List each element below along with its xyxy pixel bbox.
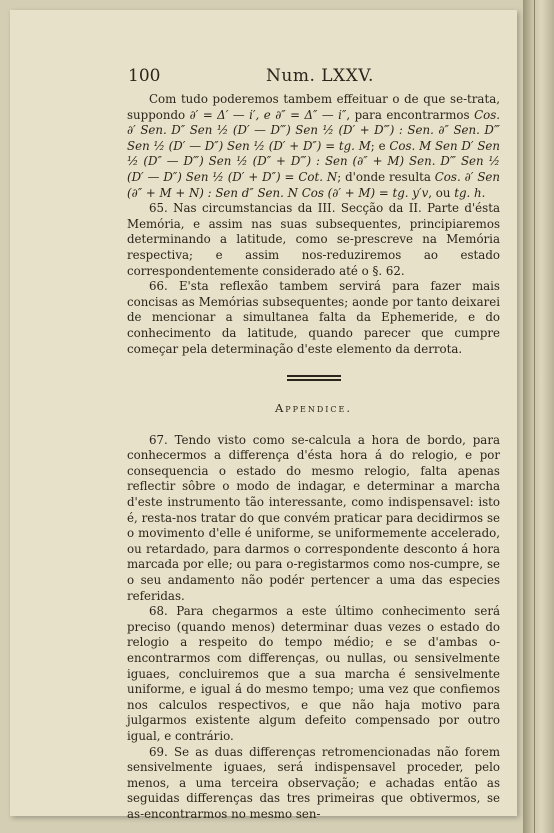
page-body (127, 92, 500, 823)
text-run: Com tudo poderemos tambem effeituar o de que se-trata, suppondo (127, 92, 500, 122)
paragraph-68: 68. Para chegarmos a este último conhecimento será preciso (quando menos) determinar duas vezes o estado do relogio a respeito do tempo médio; e se d'ambas o-encontrarmos com differenças, ou nullas, ou sensivelmente iguaes, concluiremos que a sua marcha é sensivelmente uniforme, e igual á do mesmo tempo; uma vez que confiemos nos calculos respectivos, e que não haja motivo para julgarmos existente algum defeito compensado por outro igual, e contrário. (127, 604, 500, 743)
page-header (128, 66, 498, 88)
paragraph-66: 66. E'sta reflexão tambem servirá para fazer mais concisas as Memórias subsequentes; aonde por tanto deixarei de mencionar a simultanea falta da Ephemeride, e do conhecimento da latitude, quando parecer que cumpre começar pela determinação d'este elemento da derrota. (127, 279, 500, 356)
page-number: 100 (128, 66, 161, 86)
paragraph-69: 69. Se as duas differenças retromencionadas não forem sensivelmente iguaes, será indispensavel proceder, pelo menos, a uma terceira observação; e achadas então as seguidas differenças das tres primeiras que obtivermos, se as-encontrarmos no mesmo sen- (127, 744, 500, 821)
formula: Cos. M Sen D′ Sen ½ (D″ — D‴) Sen ½ (D″ + D‴) : Sen (∂″ + M) Sen. D‴ Sen ½ (D′ — D″) Sen ½ (D′ + D″) = Cot. N (127, 138, 500, 184)
spacer (127, 425, 500, 433)
text-run: ; e (370, 138, 390, 153)
formula: Cos. ∂′ Sen (∂″ + M + N) : Sen d″ Sen. N Cos (∂′ + M) = tg. y′v (127, 169, 500, 200)
formula: tg. h. (454, 185, 486, 200)
section-divider (287, 375, 341, 381)
appendix-heading: Appendice. (274, 401, 353, 416)
text-run: ; d'onde resulta (337, 169, 435, 184)
running-title: Num. LXXV. (266, 66, 374, 86)
formula: ∂′ = Δ′ — i′, e ∂″ = Δ″ — i″ (189, 107, 347, 122)
paragraph-65: 65. Nas circumstancias da III. Secção da II. Parte d'ésta Memória, e assim nas suas subsequentes, principiaremos determinando a latitude, como se-prescreve na Memória respectiva; e assim nos-reduziremos ao estado correspondentemente considerado até o §. 62. (127, 201, 500, 278)
formula: Cos. ∂′ Sen. D″ Sen ½ (D′ — D‴) Sen ½ (D′ + D‴) : Sen. ∂″ Sen. D‴ Sen ½ (D′ — D″) Sen ½ (D′ + D″) = tg. M (127, 107, 500, 153)
text-run: , ou (428, 185, 455, 200)
book-spine-edge (523, 0, 554, 833)
paragraph-67: 67. Tendo visto como se-calcula a hora de bordo, para conhecermos a differença d'ésta hora á do relogio, e por consequencia o estado do mesmo relogio, falta apenas reflectir sôbre o modo de indagar, e determinar a marcha d'este instrumento tão interessante, como indispensavel: isto é, resta-nos tratar do que convém praticar para decidirmos se o movimento d'elle é uniforme, se uniformemente accelerado, ou retardado, para darmos o correspondente desconto á hora marcada por elle; ou para o-registarmos como nos-cumpre, se o seu andamento não podér pertencer a uma das especies referidas. (127, 432, 500, 603)
spine-fold-line (534, 0, 535, 833)
text-run: , para encontrarmos (346, 107, 475, 122)
paragraph-intro (127, 92, 500, 201)
